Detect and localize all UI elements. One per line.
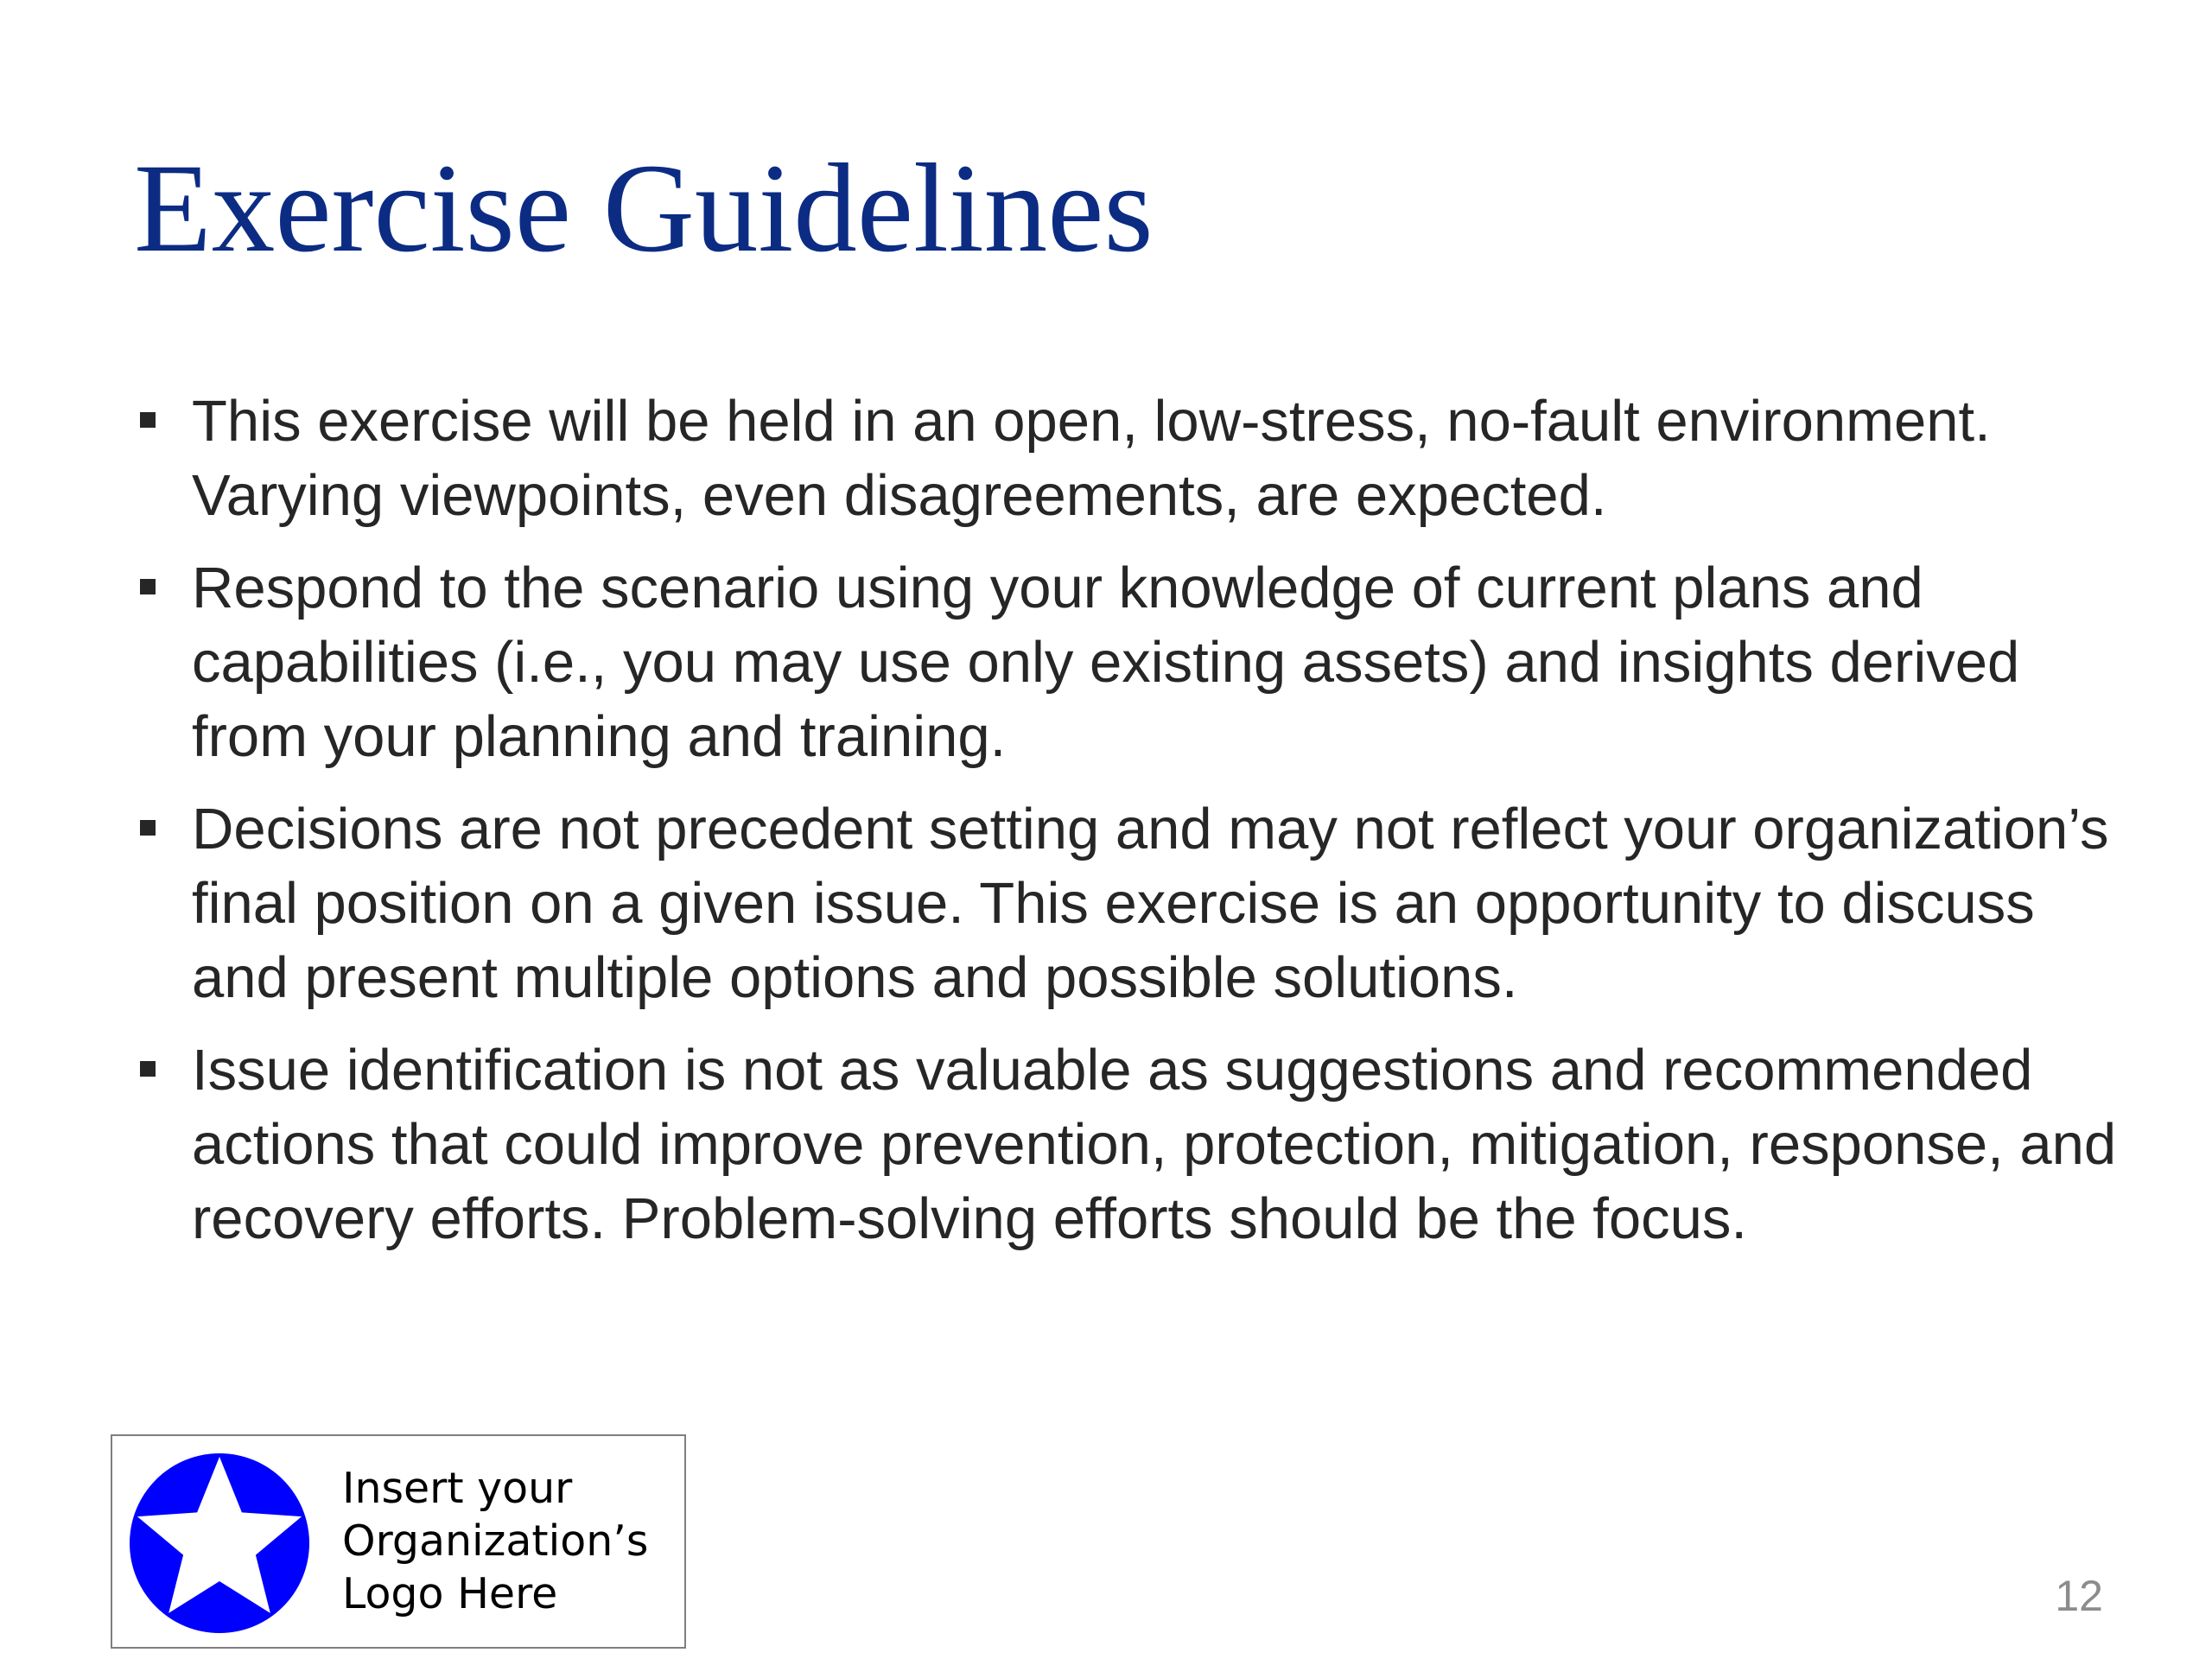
square-bullet-icon bbox=[140, 412, 156, 428]
logo-placeholder-text bbox=[342, 1462, 679, 1620]
bullet-text: Decisions are not precedent setting and may not reflect your organization’s final position on a given issue. This exercise is an opportunity to discuss and present multiple options and possible solutions. bbox=[192, 797, 2109, 1010]
page-number: 12 bbox=[2055, 1572, 2103, 1620]
logo-text-line: Insert your bbox=[342, 1464, 573, 1513]
bullet-text: This exercise will be held in an open, low-stress, no-fault environment. Varying viewpoints, even disagreements, are expected. bbox=[192, 389, 1991, 528]
bullet-item bbox=[134, 1033, 2121, 1256]
logo-placeholder bbox=[111, 1434, 686, 1649]
bullet-item bbox=[134, 792, 2121, 1015]
bullet-text: Issue identification is not as valuable as suggestions and recommended actions that could improve prevention, protection, mitigation, response, and recovery efforts. Problem-solving efforts should be the focus. bbox=[192, 1038, 2117, 1251]
star-in-circle-icon bbox=[130, 1453, 309, 1633]
square-bullet-icon bbox=[140, 579, 156, 594]
square-bullet-icon bbox=[140, 820, 156, 836]
bullet-list bbox=[134, 385, 2121, 1274]
bullet-item bbox=[134, 385, 2121, 533]
logo-text-line: Organization’s bbox=[342, 1516, 649, 1566]
square-bullet-icon bbox=[140, 1061, 156, 1077]
slide-title: Exercise Guidelines bbox=[134, 137, 1154, 278]
bullet-item bbox=[134, 551, 2121, 774]
bullet-text: Respond to the scenario using your knowledge of current plans and capabilities (i.e., you may use only existing assets) and insights derived from your planning and training. bbox=[192, 556, 2020, 769]
logo-text-line: Logo Here bbox=[342, 1569, 558, 1618]
